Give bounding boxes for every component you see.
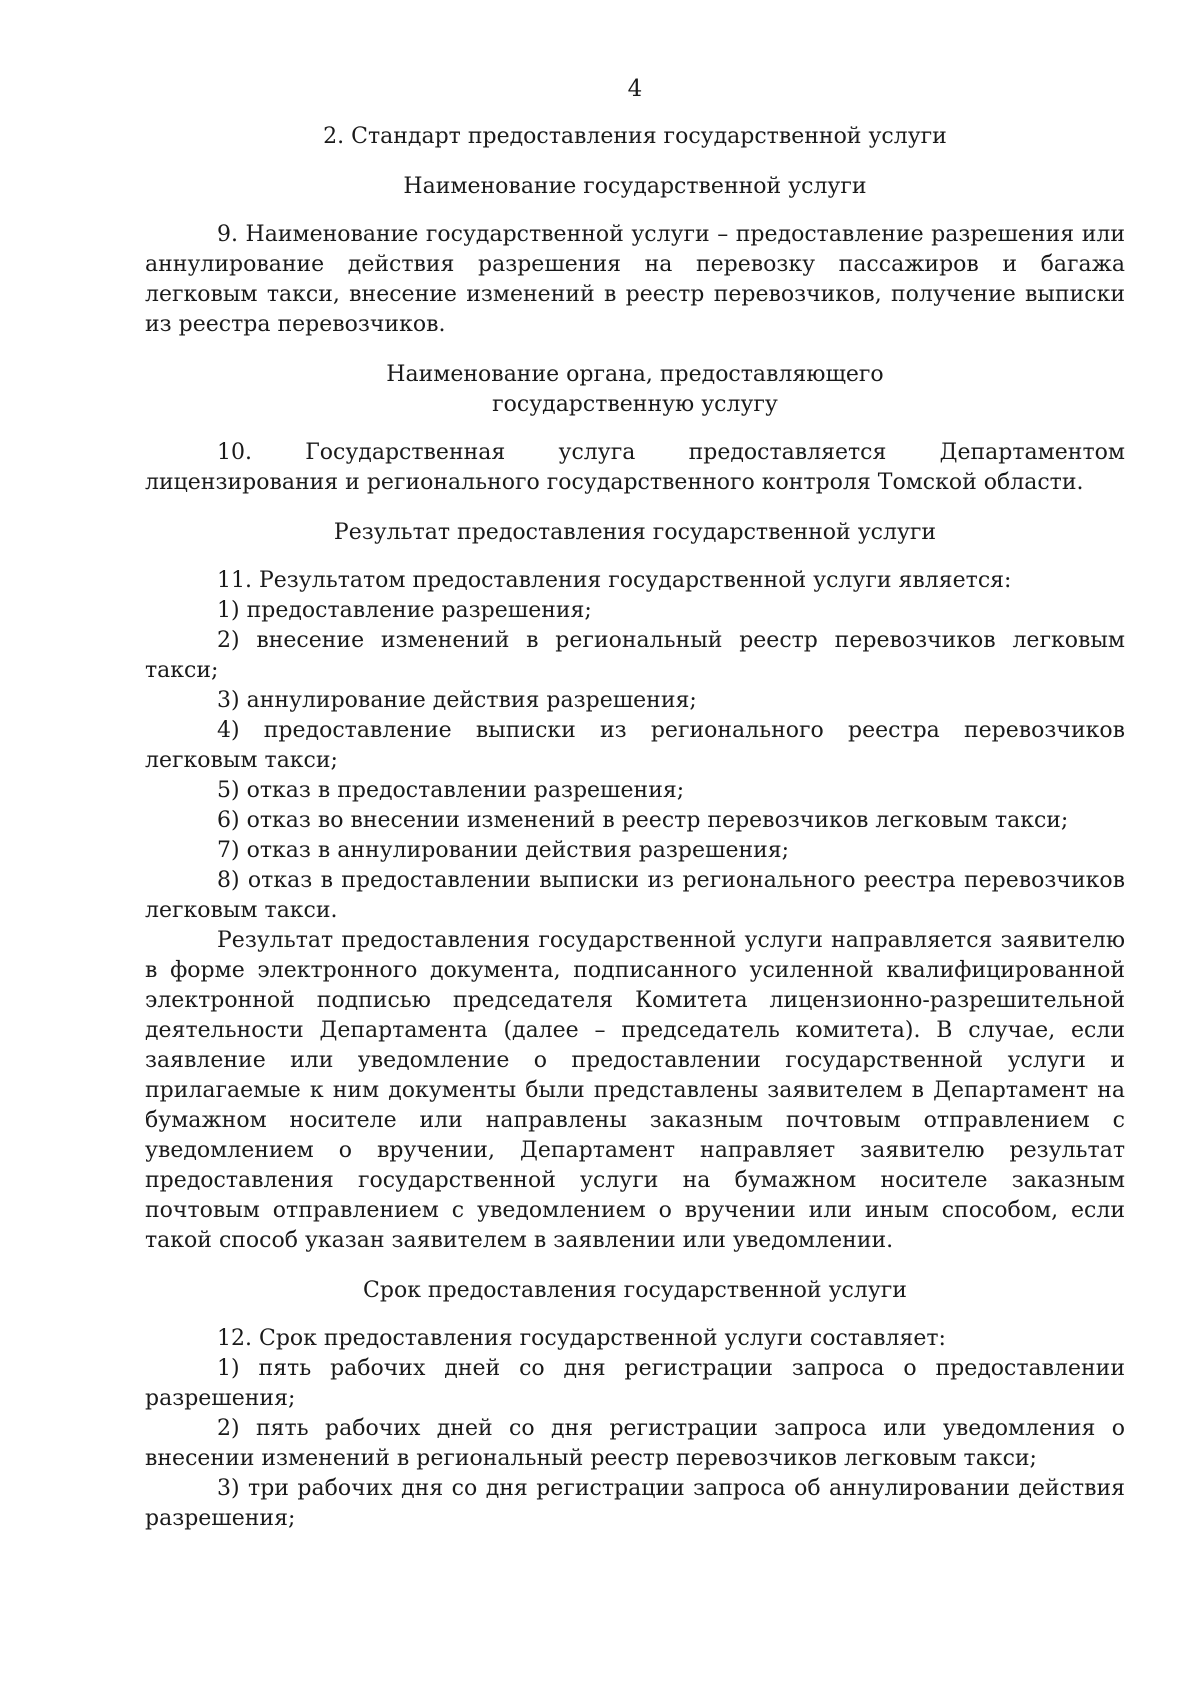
service-term-heading: Срок предоставления государственной услуги xyxy=(363,1278,907,1303)
service-organ-heading xyxy=(145,360,1125,420)
service-term-block xyxy=(145,1276,1125,1534)
result-item-1: 1) предоставление разрешения; xyxy=(217,598,592,623)
paragraph-11: 11. Результатом предоставления государственной услуги является: xyxy=(217,568,1012,593)
result-item-4: 4) предоставление выписки из регионального реестра перевозчиков легковым такси; xyxy=(145,718,1125,773)
service-name-heading: Наименование государственной услуги xyxy=(403,174,867,199)
term-item-3: 3) три рабочих дня со дня регистрации запроса об аннулировании действия разрешения; xyxy=(145,1476,1125,1531)
term-item-2: 2) пять рабочих дней со дня регистрации запроса или уведомления о внесении изменений в региональный реестр перевозчиков легковым такси; xyxy=(145,1416,1125,1471)
service-name-block xyxy=(145,172,1125,340)
page-number: 4 xyxy=(627,76,643,102)
result-item-6: 6) отказ во внесении изменений в реестр перевозчиков легковым такси; xyxy=(217,808,1069,833)
section-title: 2. Стандарт предоставления государственной услуги xyxy=(323,124,947,149)
service-result-heading: Результат предоставления государственной услуги xyxy=(333,520,937,545)
result-item-2: 2) внесение изменений в региональный реестр перевозчиков легковым такси; xyxy=(145,628,1125,683)
result-item-7: 7) отказ в аннулировании действия разрешения; xyxy=(217,838,790,863)
paragraph-12: 12. Срок предоставления государственной услуги составляет: xyxy=(217,1326,946,1351)
paragraph-9: 9. Наименование государственной услуги – предоставление разрешения или аннулирование действия разрешения на перевозку пассажиров и багажа легковым такси, внесение изменений в реестр перевозчиков, получение выписки из реестра перевозчиков. xyxy=(145,222,1125,337)
paragraph-10: 10. Государственная услуга предоставляется Департаментом лицензирования и регионального государственного контроля Томской области. xyxy=(145,440,1125,495)
term-item-1: 1) пять рабочих дней со дня регистрации запроса о предоставлении разрешения; xyxy=(145,1356,1125,1411)
result-item-5: 5) отказ в предоставлении разрешения; xyxy=(217,778,685,803)
service-organ-heading-line-1: Наименование органа, предоставляющего xyxy=(386,362,884,387)
service-organ-heading-line-2: государственную услугу xyxy=(492,392,778,417)
service-organ-block xyxy=(145,360,1125,498)
result-item-8: 8) отказ в предоставлении выписки из регионального реестра перевозчиков легковым такси. xyxy=(145,868,1125,923)
service-result-block xyxy=(145,518,1125,1256)
result-item-3: 3) аннулирование действия разрешения; xyxy=(217,688,697,713)
document-page xyxy=(145,72,1125,1534)
result-closing-paragraph: Результат предоставления государственной услуги направляется заявителю в форме электронного документа, подписанного усиленной квалифицированной электронной подписью председателя Комитета лицензионно-разрешительной деятельности Департамента (далее – председатель комитета). В случае, если заявление или уведомление о предоставлении государственной услуги и прилагаемые к ним документы были представлены заявителем в Департамент на бумажном носителе или направлены заказным почтовым отправлением с уведомлением о вручении, Департамент направляет заявителю результат предоставления государственной услуги на бумажном носителе заказным почтовым отправлением с уведомлением о вручении или иным способом, если такой способ указан заявителем в заявлении или уведомлении. xyxy=(145,928,1125,1253)
